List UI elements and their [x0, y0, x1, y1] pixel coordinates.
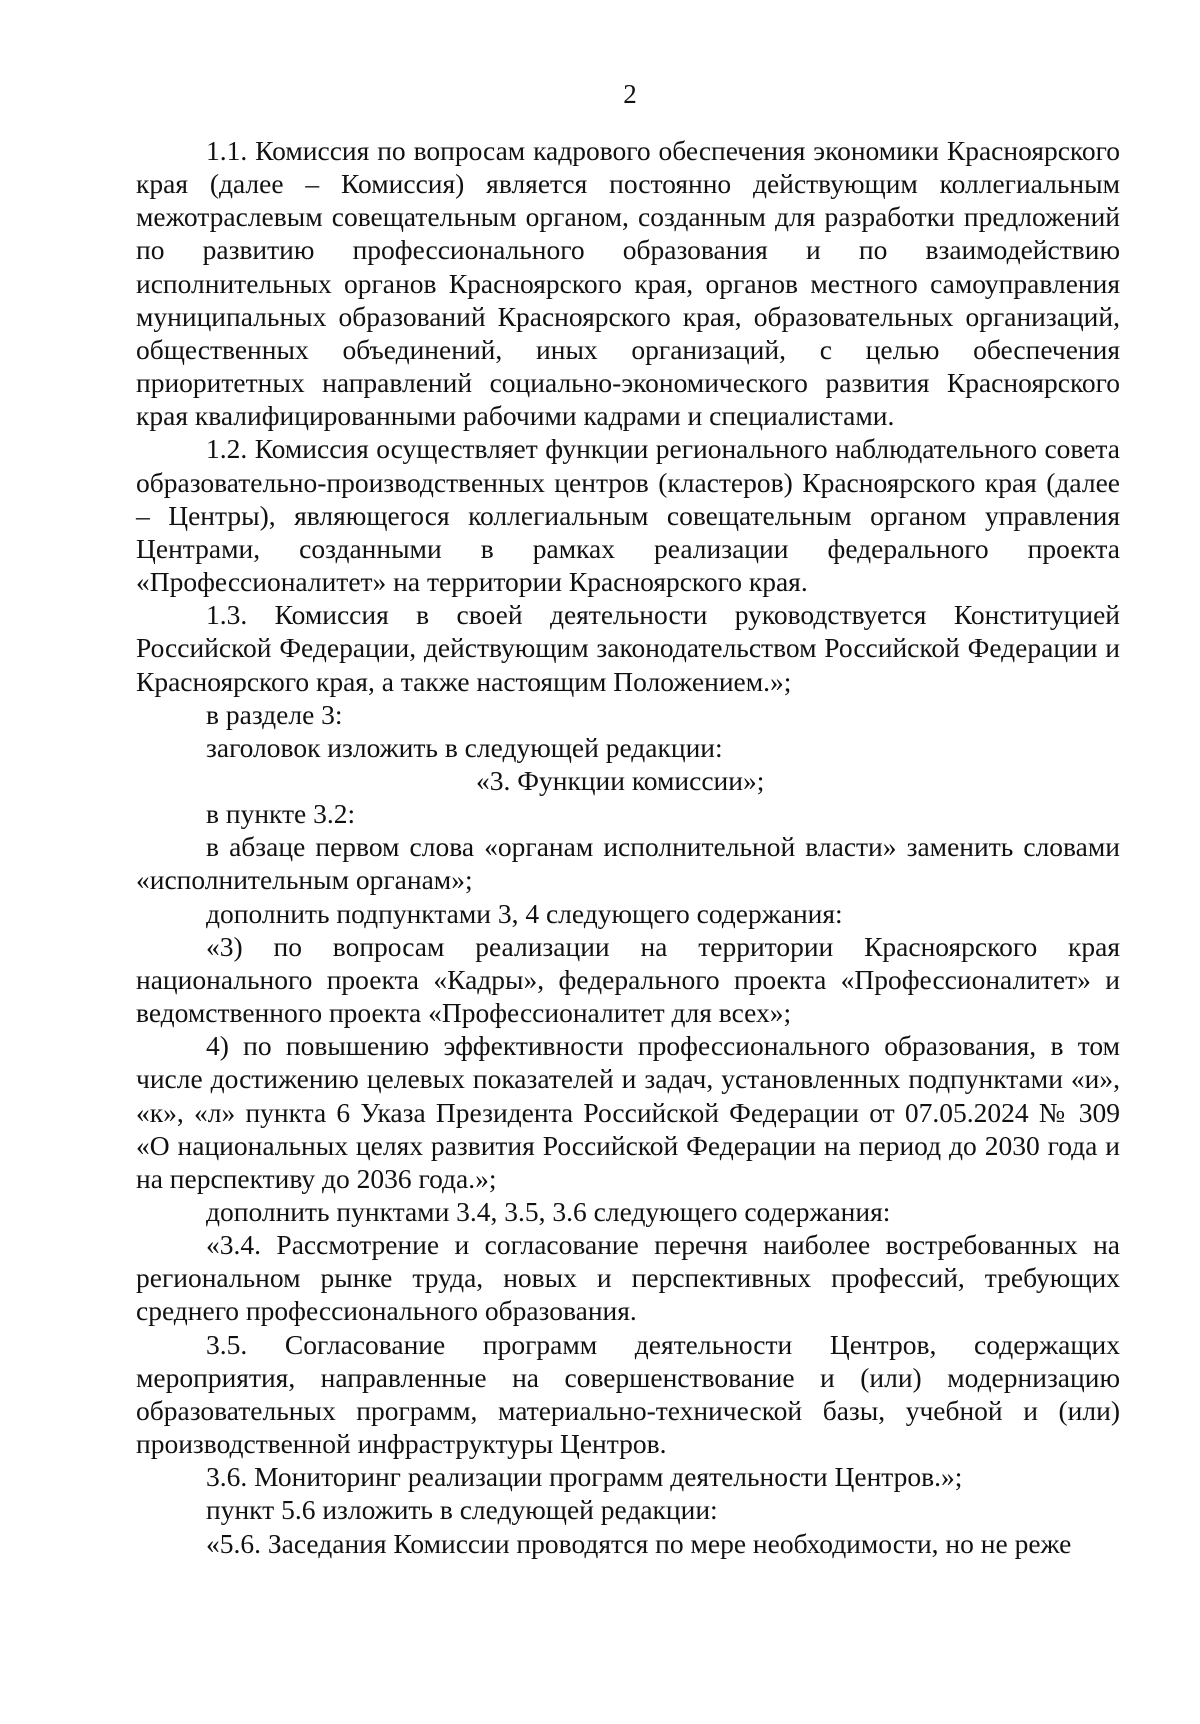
clause-3-4: «3.4. Рассмотрение и согласование перечня наиболее востребованных на региональном рынке труда, новых и перспективных профессий, требующих среднего профессионального образования.	[136, 1229, 1120, 1327]
subclause-4: 4) по повышению эффективности профессионального образования, в том числе достижению целевых показателей и задач, установленных подпунктами «и», «к», «л» пункта 6 Указа Президента Российской Федерации от 07.05.2024 № 309 «О национальных целях развития Российской Федерации на период до 2030 года и на перспективу до 2036 года.»;	[136, 1030, 1120, 1194]
section-3-heading: «3. Функции комиссии»;	[476, 764, 765, 796]
paragraph-clause-5-6: пункт 5.6 изложить в следующей редакции:	[206, 1494, 718, 1526]
paragraph-add-clauses: дополнить пунктами 3.4, 3.5, 3.6 следующего содержания:	[206, 1196, 891, 1227]
paragraph-1-2: 1.2. Комиссия осуществляет функции регионального наблюдательного совета образовательно-производственных центров (кластеров) Красноярского края (далее – Центры), являющегося коллегиальным совещательным органом управления Центрами, созданными в рамках реализации федерального проекта «Профессионалитет» на территории Красноярского края.	[136, 433, 1120, 598]
paragraph-heading-instruction: заголовок изложить в следующей редакции:	[206, 731, 723, 763]
paragraph-section-3: в разделе 3:	[206, 698, 343, 730]
clause-3-6: 3.6. Мониторинг реализации программ деятельности Центров.»;	[206, 1461, 963, 1493]
paragraph-1-3: 1.3. Комиссия в своей деятельности руководствуется Конституцией Российской Федерации, действующим законодательством Российской Федерации и Красноярского края, а также настоящим Положением.»;	[136, 599, 1120, 697]
clause-5-6: «5.6. Заседания Комиссии проводятся по мере необходимости, но не реже	[206, 1527, 1072, 1559]
paragraph-clause-3-2: в пункте 3.2:	[206, 798, 356, 830]
clause-3-5: 3.5. Согласование программ деятельности Центров, содержащих мероприятия, направленные на совершенствование и (или) модернизацию образовательных программ, материально-технической базы, учебной и (или) производственной инфраструктуры Центров.	[136, 1328, 1120, 1460]
paragraph-1-1: 1.1. Комиссия по вопросам кадрового обеспечения экономики Красноярского края (далее – Комиссия) является постоянно действующим коллегиальным межотраслевым совещательным органом, созданным для разработки предложений по развитию профессионального образования и по взаимодействию исполнительных органов Красноярского края, органов местного самоуправления муниципальных образований Красноярского края, образовательных организаций, общественных объединений, иных организаций, с целью обеспечения приоритетных направлений социально-экономического развития Красноярского края квалифицированными рабочими кадрами и специалистами.	[136, 135, 1120, 432]
paragraph-add-subclauses: дополнить подпунктами 3, 4 следующего содержания:	[206, 897, 843, 929]
document-body	[136, 134, 1120, 1560]
paragraph-replace-words: в абзаце первом слова «органам исполнительной власти» заменить словами «исполнительным органам»;	[136, 831, 1120, 896]
subclause-3: «3) по вопросам реализации на территории Красноярского края национального проекта «Кадры», федерального проекта «Профессионалитет» и ведомственного проекта «Профессионалитет для всех»;	[136, 930, 1120, 1029]
page-number: 2	[623, 79, 637, 109]
